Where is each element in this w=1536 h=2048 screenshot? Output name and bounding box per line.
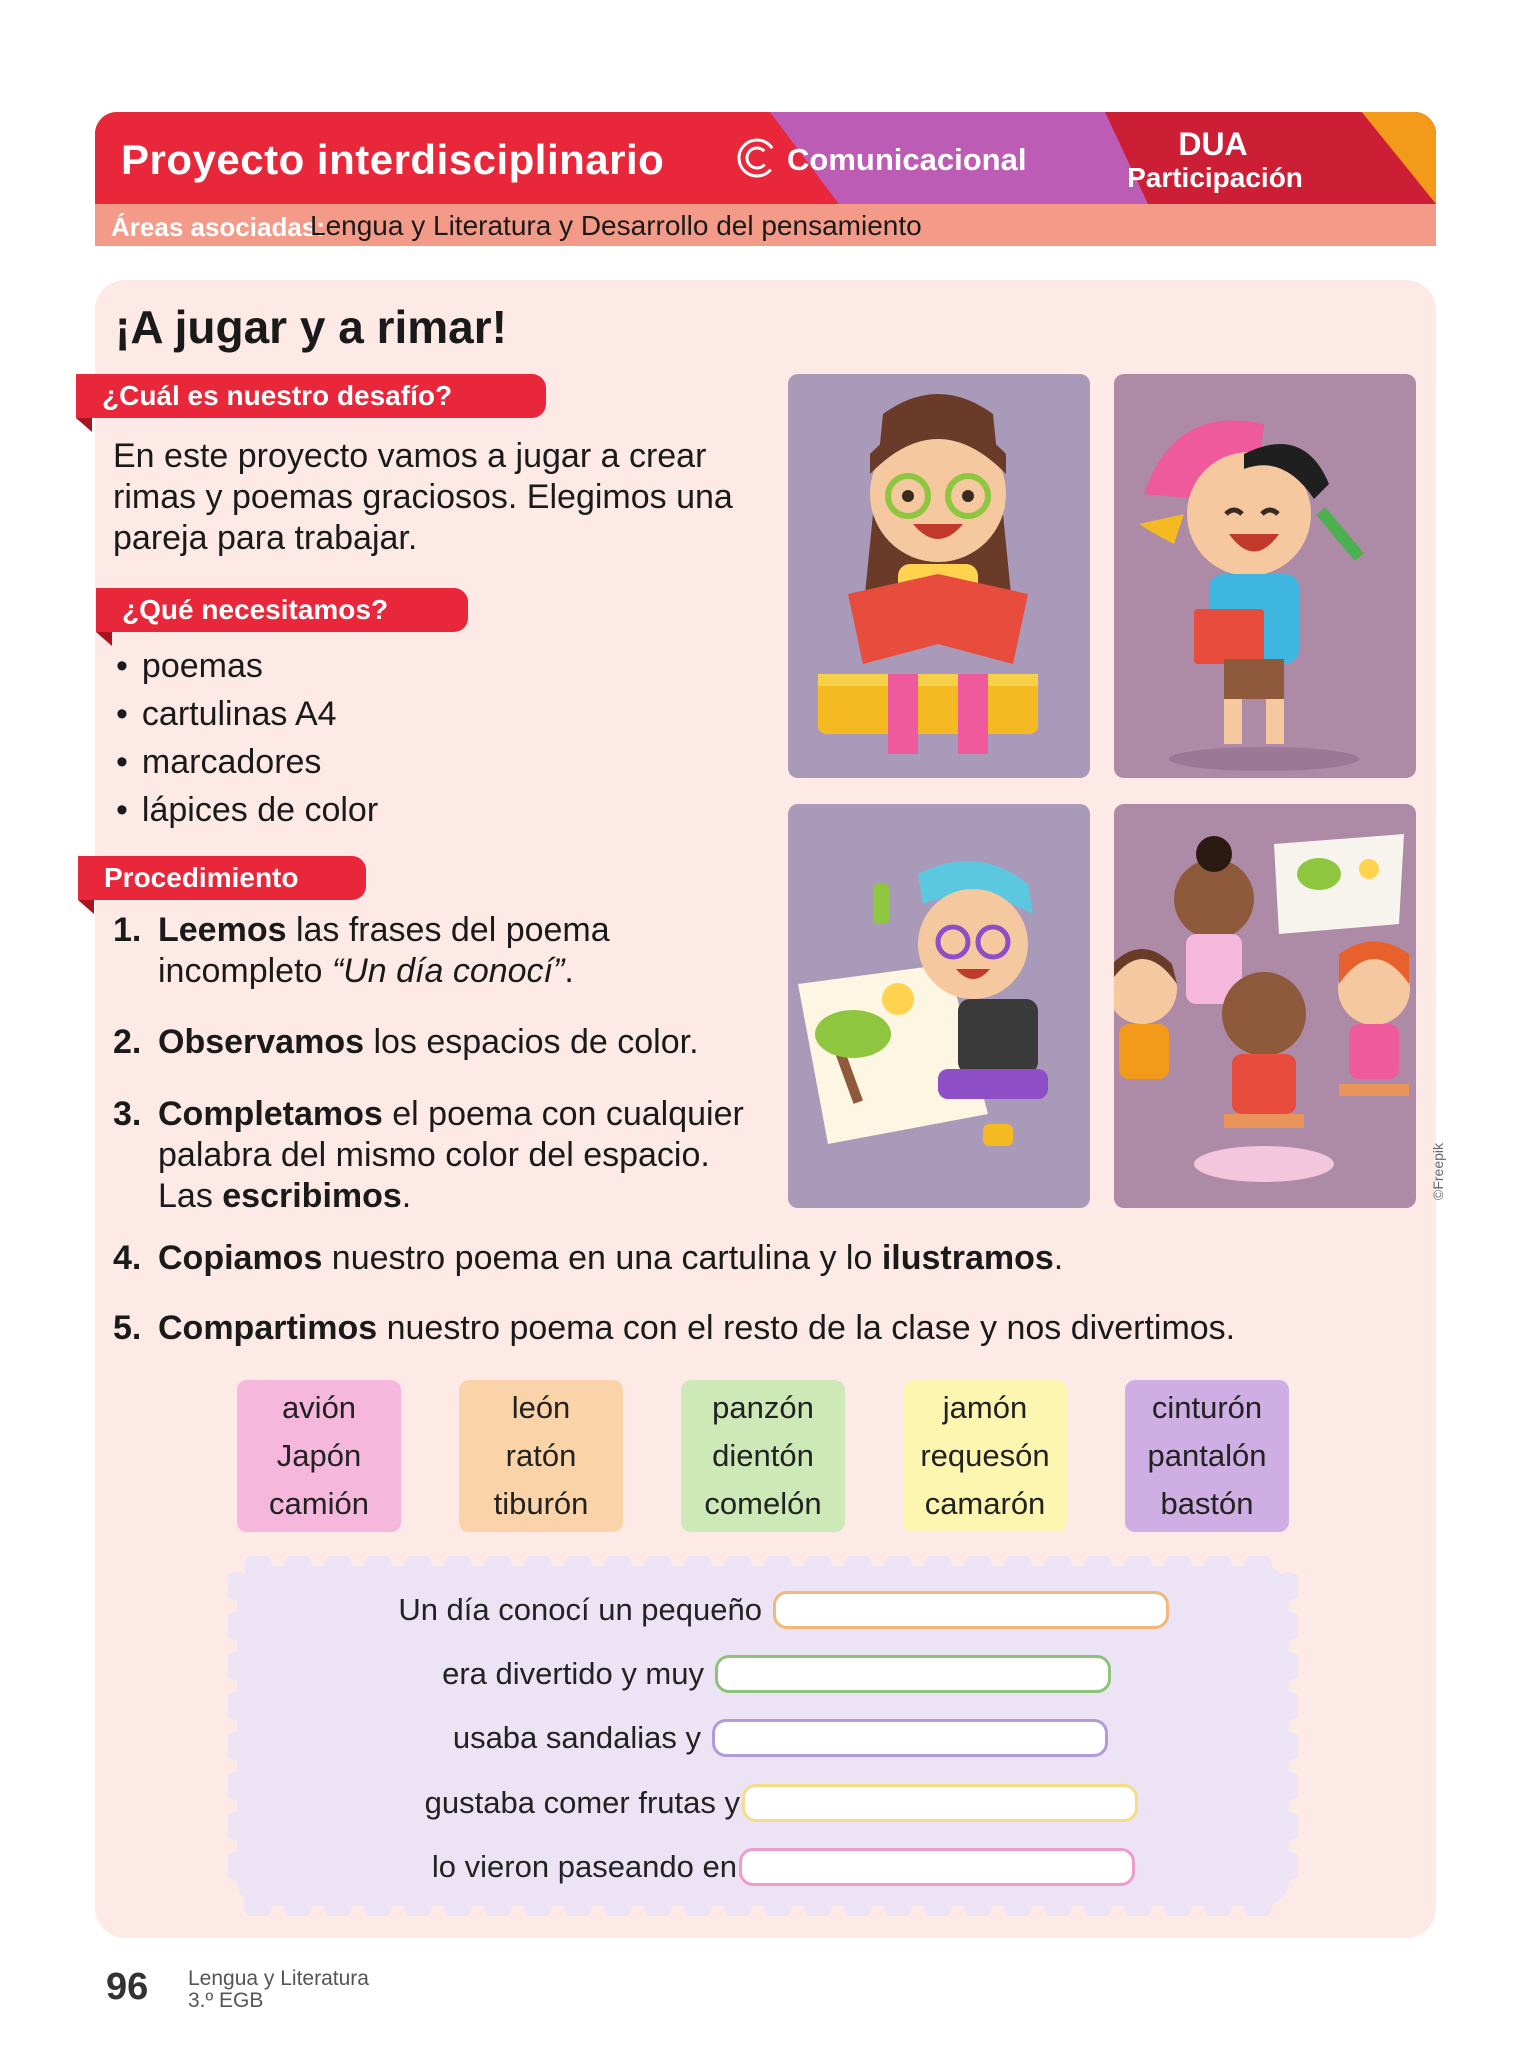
challenge-text: En este proyecto vamos a jugar a crear rimas y poemas graciosos. Elegimos una pareja para trabajar. — [113, 437, 733, 557]
rhyme-word: pantalón — [1147, 1438, 1267, 1473]
activity-title: ¡A jugar y a rimar! — [115, 301, 507, 353]
project-title: Proyecto interdisciplinario — [121, 136, 665, 183]
children-classroom-illustration — [1114, 804, 1416, 1208]
poem-line-1: Un día conocí un pequeño — [398, 1592, 762, 1627]
word-box-orange — [459, 1380, 623, 1532]
areas-value: Lengua y Literatura y Desarrollo del pensamiento — [310, 210, 922, 241]
rhyme-word: jamón — [942, 1390, 1028, 1425]
needs-list — [116, 642, 378, 834]
boy-with-book-illustration — [1114, 374, 1416, 778]
rhyme-word: bastón — [1160, 1486, 1254, 1521]
poem-line-4: gustaba comer frutas y — [424, 1785, 740, 1820]
associated-areas-bar — [95, 204, 1436, 246]
rhyme-word: camarón — [924, 1486, 1046, 1521]
rhyme-word: comelón — [704, 1486, 822, 1521]
procedure-heading: Procedimiento — [78, 856, 366, 900]
word-box-yellow — [903, 1380, 1067, 1532]
footer-subject — [188, 1968, 369, 2012]
list-item: • lápices de color — [116, 786, 378, 834]
list-item: • marcadores — [116, 738, 378, 786]
rhyme-word: avión — [281, 1390, 357, 1425]
rhyme-word: requesón — [920, 1438, 1050, 1473]
poem-line-5: lo vieron paseando en — [431, 1849, 737, 1884]
dua-subtitle: Participación — [1127, 162, 1303, 193]
challenge-heading: ¿Cuál es nuestro desafío? — [76, 374, 546, 418]
list-item: • cartulinas A4 — [116, 690, 378, 738]
word-box-pink — [237, 1380, 401, 1532]
rhyme-word: camión — [269, 1486, 369, 1521]
poem-line-3: usaba sandalias y — [452, 1720, 701, 1755]
page-number: 96 — [106, 1966, 149, 2008]
communication-icon — [735, 136, 779, 180]
blank-input-green[interactable] — [715, 1655, 1111, 1693]
step-1: 1. Leemos las frases del poema incompleto “Un día conocí”. — [113, 911, 610, 990]
blank-input-purple[interactable] — [712, 1719, 1108, 1757]
boy-painting-illustration — [788, 804, 1090, 1208]
rhyme-word: ratón — [505, 1438, 577, 1473]
rhyme-word: cinturón — [1151, 1390, 1263, 1425]
word-box-green — [681, 1380, 845, 1532]
rhyme-word: panzón — [712, 1390, 814, 1425]
footer-subject-name: Lengua y Literatura — [188, 1967, 369, 1990]
girl-reading-illustration — [788, 374, 1090, 778]
step-2: 2. Observamos los espacios de color. — [113, 1023, 699, 1061]
dua-title: DUA — [1178, 126, 1248, 162]
step-5: 5. Compartimos nuestro poema con el resto de la clase y nos divertimos. — [113, 1309, 1236, 1347]
areas-label: Áreas asociadas: — [111, 212, 325, 242]
list-item: • poemas — [116, 642, 378, 690]
footer-grade: 3.º EGB — [188, 1989, 264, 2012]
blank-input-orange[interactable] — [773, 1591, 1169, 1629]
needs-heading: ¿Qué necesitamos? — [96, 588, 468, 632]
project-banner — [95, 112, 1436, 204]
step-4: 4. Copiamos nuestro poema en una cartulina y lo ilustramos. — [113, 1239, 1064, 1277]
blank-input-pink[interactable] — [739, 1848, 1135, 1886]
rhyme-word: león — [511, 1390, 571, 1425]
step-3: 3. Completamos el poema con cualquier palabra del mismo color del espacio. Las escribimos. — [113, 1095, 744, 1215]
poem-line-2: era divertido y muy — [442, 1656, 704, 1691]
category-label: Comunicacional — [787, 142, 1027, 177]
image-credit: ©Freepik — [1430, 1143, 1446, 1200]
blank-input-yellow[interactable] — [742, 1784, 1138, 1822]
word-box-purple — [1125, 1380, 1289, 1532]
rhyme-word: dientón — [712, 1438, 814, 1473]
rhyme-word: tiburón — [493, 1486, 589, 1521]
rhyme-word: Japón — [276, 1438, 362, 1473]
